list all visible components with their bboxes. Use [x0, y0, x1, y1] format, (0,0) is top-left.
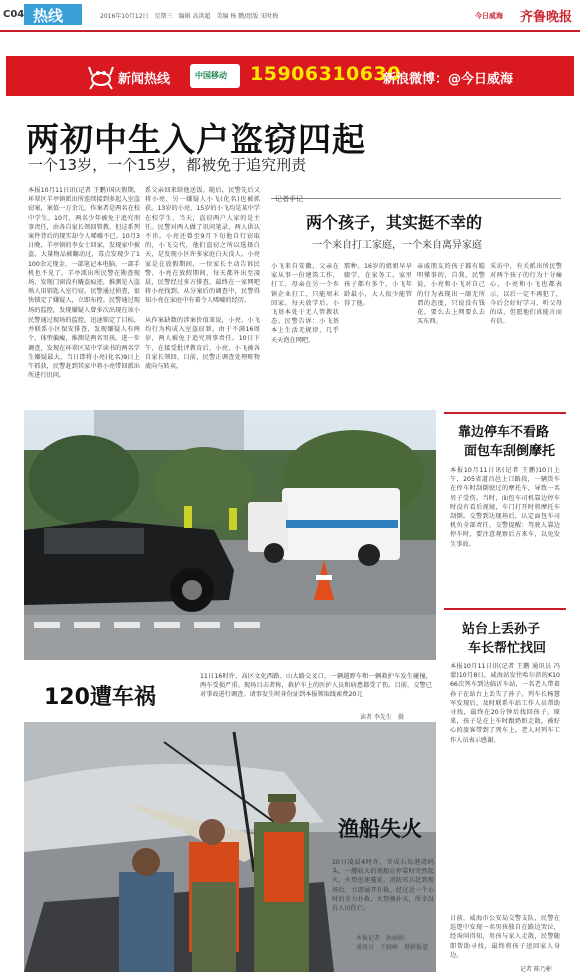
hotline-banner	[6, 56, 574, 96]
phone-number: 15906310630	[250, 63, 401, 85]
commentary-subheadline: 一个来自打工家庭，一个来自离异家庭	[312, 240, 482, 251]
story5-credit: 本报记者 孙丽娟 通讯员 于晓峰 摄影报道	[356, 935, 429, 951]
story2-headline: 120遭车祸	[44, 685, 156, 710]
lead-headline: 两初中生入户盗窃四起	[26, 120, 366, 159]
story4-headline-l2: 车长帮忙找回	[468, 641, 547, 656]
story4-headline-l1: 站台上丢孙子	[462, 622, 541, 637]
story5-headline: 渔船失火	[338, 817, 422, 841]
commentary-label	[271, 186, 561, 203]
commentary-col3: 亲戚朋友的孩子都有聪明懂事的，自我，民警说，小亮和小飞对自己的行为表现出一副无所谓的态度，只说没有钱花，要么去上网要么去买东西。	[417, 263, 485, 326]
accident-photo	[24, 410, 436, 660]
page-code: C04	[3, 9, 25, 20]
story3-headline-l2: 面包车刮倒摩托	[464, 444, 556, 459]
lead-body-col1: 本报10月11日讯(记者 王鹏)国庆假期，环翠区羊亭镇派出所连续接到多起入室盗窃案，案值一万余元，作案者是两名在校中学生。10月，两名少年被免于追究刑事责任，由各自家长领回管教。但这系列案件背后的现实却令人唏嘘不已。10月3日晚，羊亭镇的李女士回家，发现家中被盗，大量物品被翻动过，毒点发现少了1100余元现金，一部笔记本电脑，一部手机也不见了。羊亭派出所民警在勘查现场，发现门窗没有撬盗痕迹，推测是入盗熟人用钥匙入室行窃。民警通过侦查，很快锁定了嫌疑人，立即布控。民警通过现场的监控，发现嫌疑人曾多次出现在该小	[28, 187, 140, 314]
section-tag	[24, 4, 82, 25]
brand-sub: 今日威海	[475, 12, 503, 20]
story6-body: 日前，威海市公安局交警支队，民警在巡逻中发现一名男孩独自在路边哭泣，经询问得知，男孩与家人走散，民警随即帮助寻找，最终将孩子送回家人身边。	[450, 915, 560, 959]
section-title: 热线	[33, 7, 64, 25]
lead-subheadline: 一个13岁，一个15岁，都被免于追究刑责	[28, 156, 307, 174]
partner-name: 中国移动	[195, 71, 227, 80]
story4-body: 本报10月11日讯(记者 王鹏 通讯员 冯蒙)10月8日，威海站发往哈尔滨的K1066次列车到达临沂车站，一名老人带着孙子在站台上丢失了孙子，列车长杨慧军发现后，及时联系车站工作人员帮助寻找，最终在20分钟后找回孩子。原来，孩子是在上车时跟奶奶走散，被好心的旅客带到了列车上。老人对列车工作人员表示感谢。	[450, 663, 560, 744]
accident-scene-image	[24, 410, 436, 660]
banner-label: 新闻热线	[118, 72, 171, 87]
story6-credit: 记者 陈乃彬	[520, 966, 552, 973]
story3-headline-l1: 靠边停车不看路	[458, 425, 550, 440]
story2-caption: 11日16时许，高区文化西路、山大路交叉口，一辆越野车和一辆救护车发生碰撞，两车受损严重。现场目击者称，救护车上的医护人员和病患都受了伤。目前，交警已对事故进行调查。请事发生时身份证到本报领取线索费20元	[200, 673, 432, 699]
page-header	[0, 0, 580, 32]
commentary-col1: 小飞来自安徽，父亲在家从事一份建筑工作，打工，母亲在另一个乡镇企业打工，只能周末回家。每天放学后，小飞基本处于无人管教状态。民警告诉：小飞基本上生活无规律，几乎天天泡在网吧。	[271, 263, 339, 344]
story3-body: 本报10月11日讯(记者 王鹏)10日上午，205省道昌邑上口路段，一辆货车在停车时刮倒驶过的摩托车，导致一名男子受伤。当时，面包车司机靠边停车时没有看后视镜，车门打开时将摩托车刮倒。交警到达现场后，认定面包车司机负全部责任。交警提醒：驾驶人靠边停车时，要注意观察后方来车，以免发生事故。	[450, 467, 560, 548]
story4-rule	[444, 608, 566, 610]
crab-logo-icon	[88, 61, 114, 91]
weibo-account: 新浪微博：@今日威海	[383, 72, 514, 87]
brand-logo: 齐鲁晚报	[520, 10, 573, 25]
partner-logo	[190, 64, 240, 88]
story5-body: 10日凌晨4时许，荣成石岛港湾码头，一艘较大的渔船在停靠时突然起火，火势迅速蔓延，消防官兵赶到现场后，立即展开扑救，经过近一个小时的全力扑救，火势被扑灭，所幸没有人员伤亡。	[332, 859, 434, 913]
story2-credit: 读者 李先生 摄	[360, 714, 404, 721]
lead-body-col1-tail: 民警通过现场的监控，迅速锁定了目标，并联系小区保安排查，发现嫌疑人有两个，体型偏瘦，推测是两名男孩。进一步调查，发现在环翠区某中学读书的两名学生嫌疑最大，当日即将小亮(化名)9日上午抓获，民警赶到其家中将小亮带回派出所进行讯问。	[28, 317, 140, 380]
commentary-label-text: 记者手记	[275, 195, 303, 203]
lead-body-col2: 系父亲回来给他送饭。随后，民警先后又将小亮、另一嫌疑人小飞(化名)也被抓获。13岁的小亮、15岁的小飞均是某中学在校学生，当天，盗窃两户人家的是主任。民警对两人做了讯问笔录，两人供认不讳。小亮还曾至9月下旬他自行窃取的，小飞交代，他们盗窃之所以选择白天，是发现小区许多家庭白天没人。小亮家是在放假期间，一位家长主动告诉民警，小亮在放假期间，每天都外出至凌晨，民警经过多方排查，最终在一家网吧将小亮找到。从分案后的调查中，民警得知小亮在家庭中有着令人唏嘘的经历。	[145, 187, 260, 305]
commentary-col4: 采访中，有关派出所民警对两个孩子的行为十分痛心，小亮和小飞也都表示，以后一定不再犯了，今后会好好学习、听父母的话，但愿他们真能言而有信。	[490, 263, 562, 326]
date-line: 2016年10月12日 星期三 编辑 高洪超 美编 杨 鹏/组版 宋时梅	[100, 13, 279, 20]
story3-rule	[444, 412, 566, 414]
commentary-col2: 那种。16岁的姐姐早早辍学，在家务工。家里孩子都有多个，小飞年龄最小，大人很少能管得了他。	[344, 263, 412, 307]
lead-body-col2-tail: 从作案缺数的涉案价值来说，小亮、小飞均行为构成入室盗窃罪。由于不满16周岁，两人被免于追究刑事责任。10日下午，在接受批评教育后，小亮、小飞被各自家长领回，目前，民警正调查处理赃物流向与转卖。	[145, 317, 260, 371]
commentary-headline: 两个孩子，其实挺不幸的	[306, 213, 483, 232]
